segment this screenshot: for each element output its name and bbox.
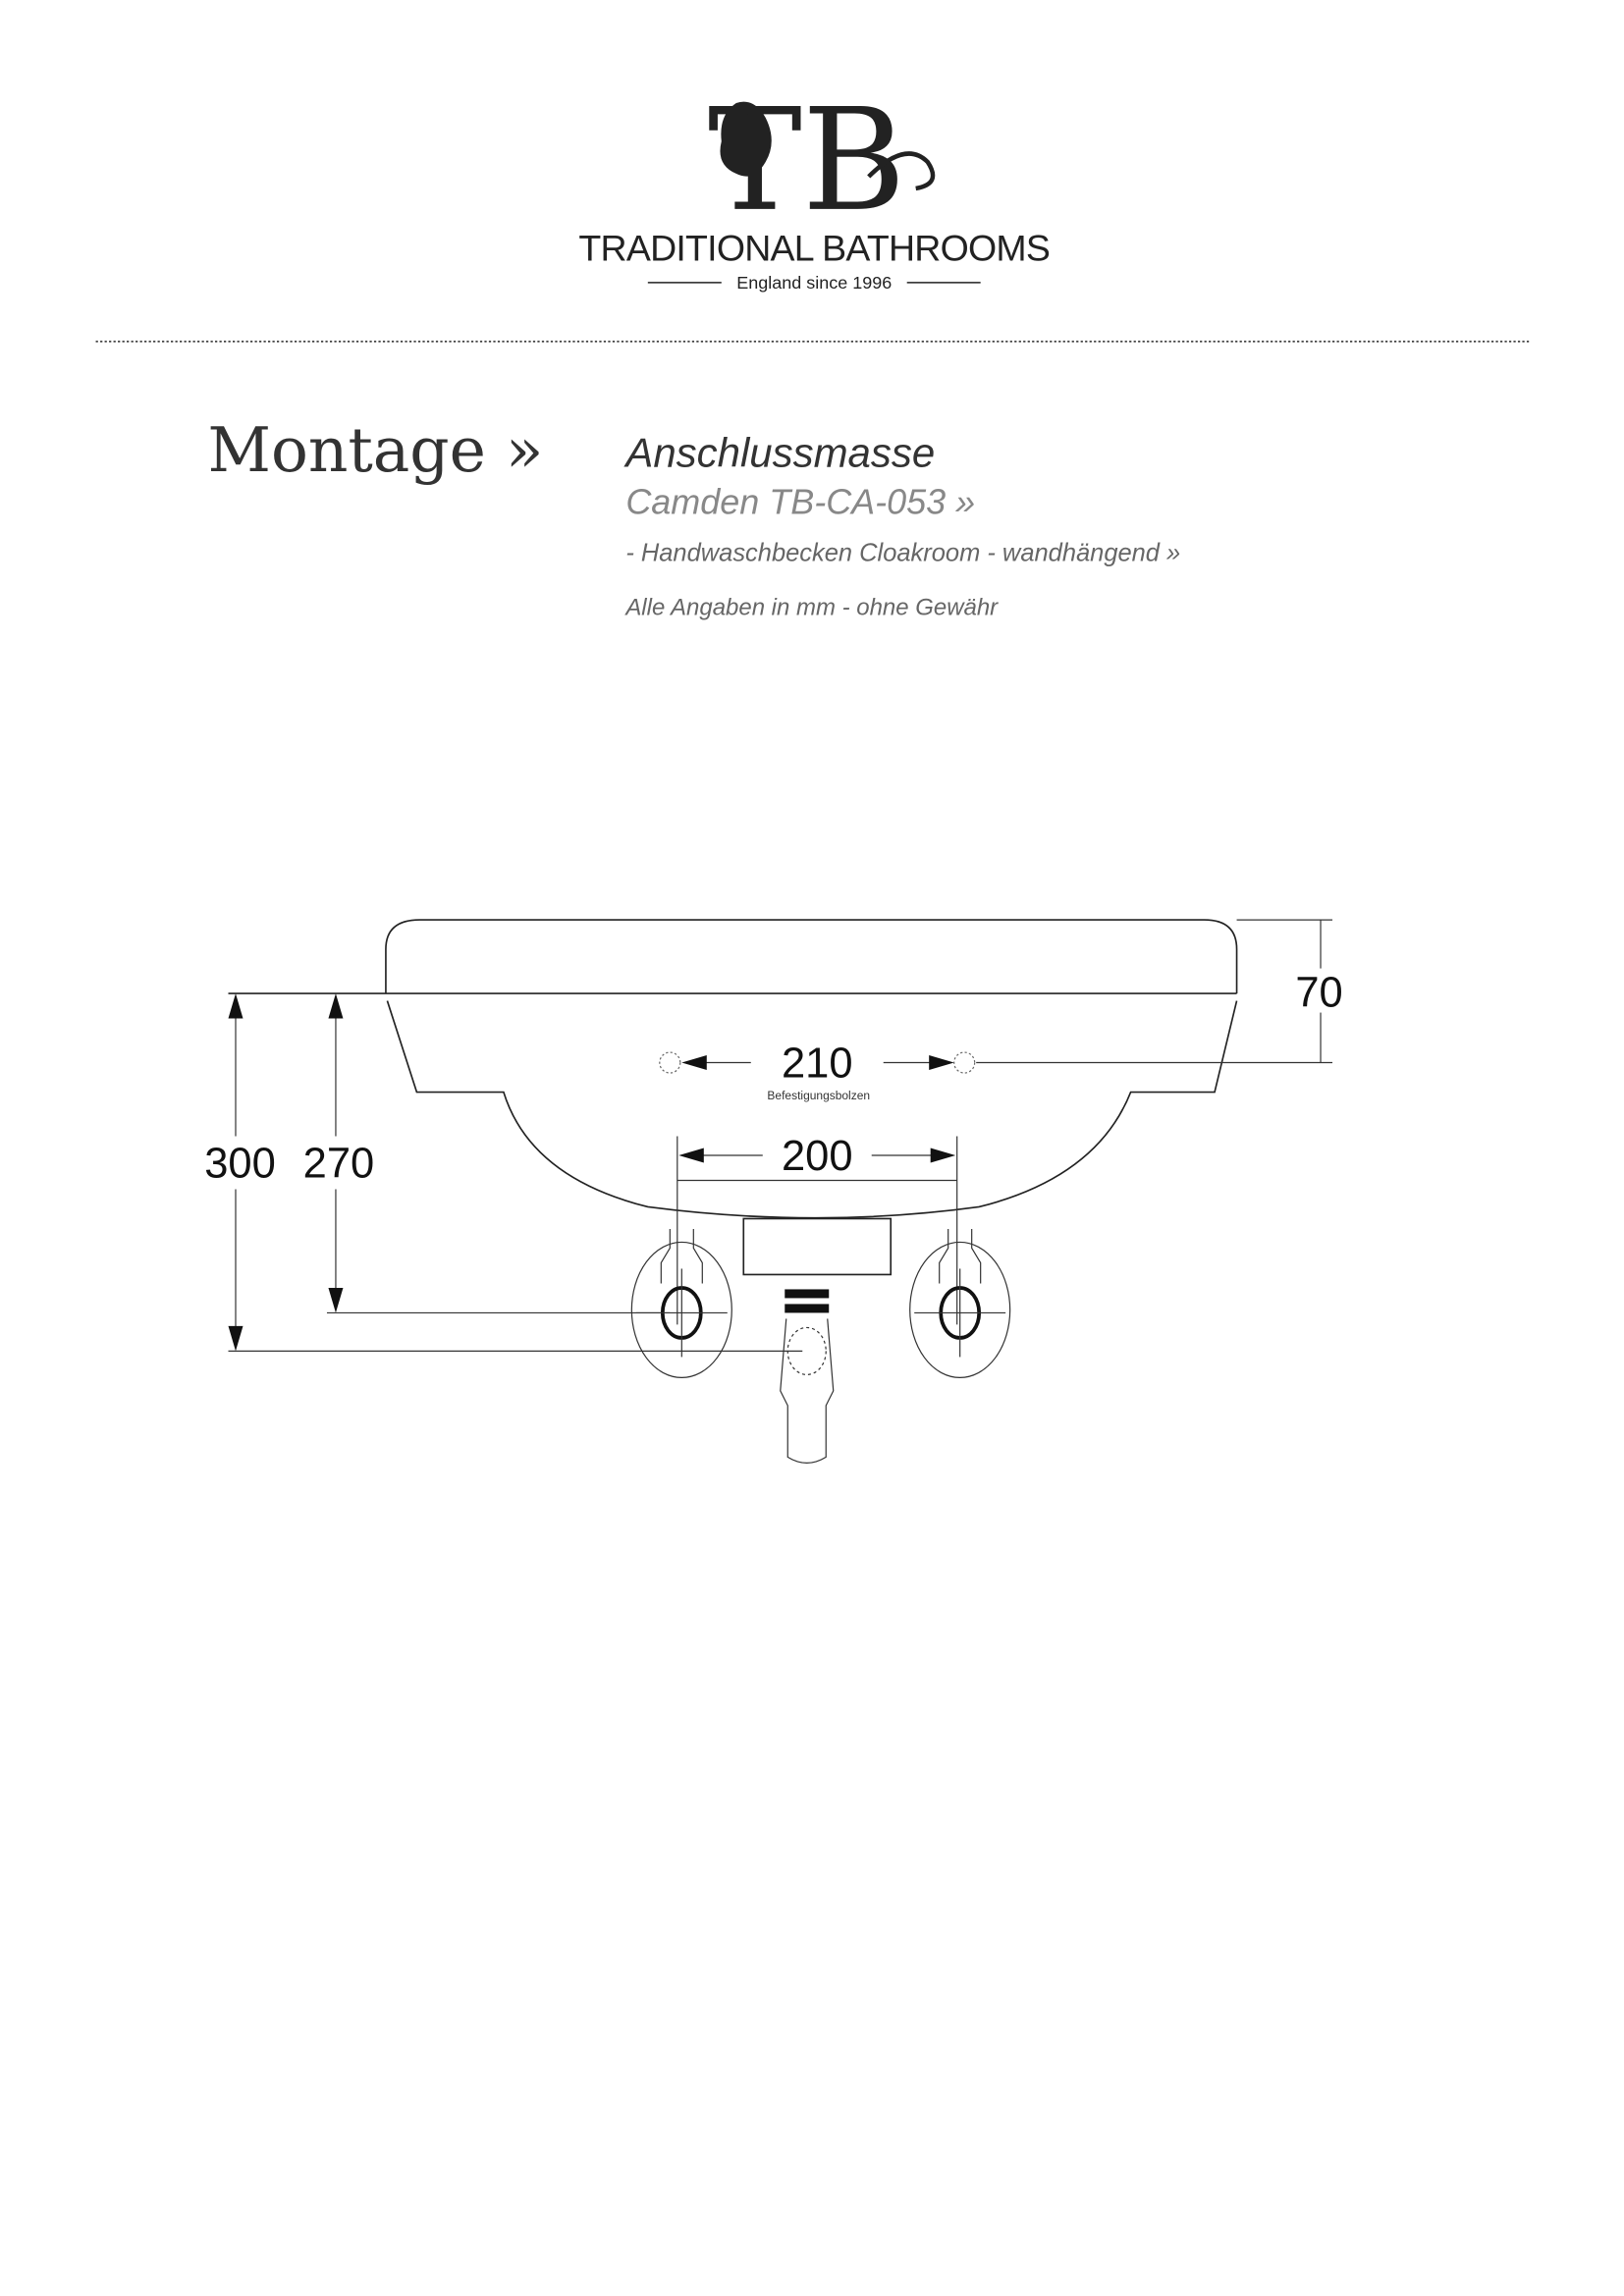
logo bbox=[578, 78, 1050, 293]
basin-body bbox=[387, 1001, 1236, 1218]
dim-valve-height: 270 bbox=[302, 1140, 375, 1188]
heading: Anschlussmasse bbox=[625, 429, 936, 476]
basin-drawing bbox=[204, 920, 1342, 1463]
waste-outlet bbox=[743, 1218, 891, 1274]
brand-name: TRADITIONAL BATHROOMS bbox=[578, 227, 1051, 269]
arrow-up-icon bbox=[229, 993, 244, 1018]
valve-left-icon bbox=[631, 1229, 731, 1377]
bolt-hole-left-icon bbox=[660, 1052, 680, 1073]
bolts-label: Befestigungsbolzen bbox=[767, 1089, 871, 1103]
arrow-left-icon bbox=[681, 1055, 706, 1070]
arrow-up-icon bbox=[328, 993, 343, 1018]
arrow-down-icon bbox=[229, 1326, 244, 1351]
waste-trap-icon bbox=[781, 1289, 834, 1463]
arrow-left-icon bbox=[678, 1148, 703, 1163]
basin-rim bbox=[386, 920, 1237, 993]
dim-valves: 200 bbox=[781, 1132, 853, 1180]
product-name: Camden TB-CA-053 » bbox=[625, 481, 976, 522]
logo-monogram: TB bbox=[707, 77, 906, 242]
arrow-right-icon bbox=[931, 1148, 955, 1163]
arrow-right-icon bbox=[929, 1055, 953, 1070]
tagline: England since 1996 bbox=[736, 272, 893, 293]
product-description: - Handwaschbecken Cloakroom - wandhängend » bbox=[625, 539, 1181, 567]
disclaimer: Alle Angaben in mm - ohne Gewähr bbox=[625, 594, 999, 621]
dim-waste-height: 300 bbox=[204, 1140, 276, 1188]
section-title: Montage » bbox=[207, 413, 544, 486]
bolt-hole-right-icon bbox=[954, 1052, 975, 1073]
dim-rim: 70 bbox=[1295, 969, 1343, 1017]
dim-bolts: 210 bbox=[781, 1040, 853, 1088]
lion-monogram-icon bbox=[708, 78, 933, 242]
arrow-down-icon bbox=[328, 1288, 343, 1312]
valve-right-icon bbox=[910, 1229, 1010, 1377]
